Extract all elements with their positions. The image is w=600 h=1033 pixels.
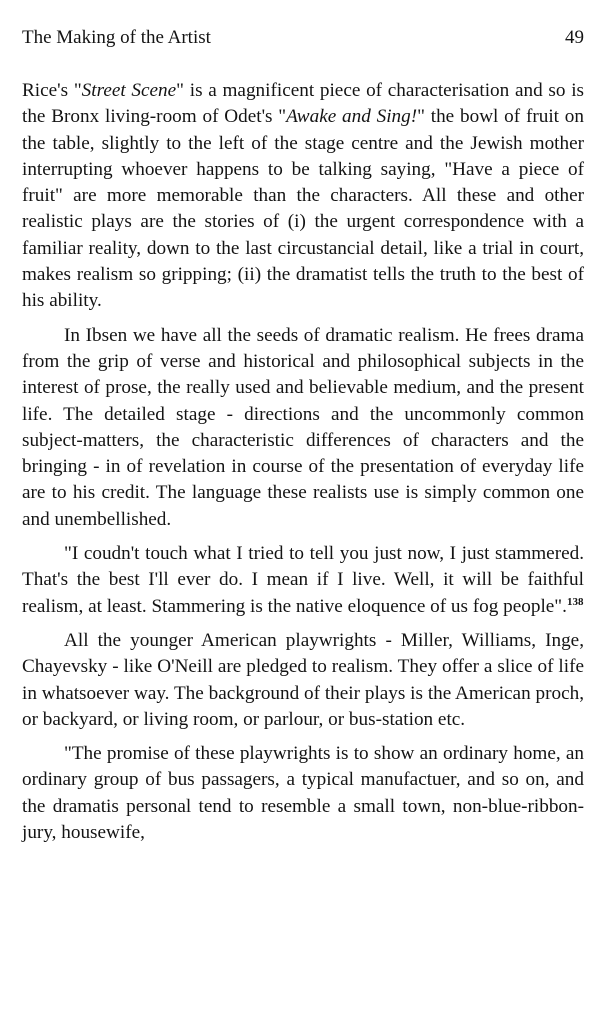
running-title: The Making of the Artist [22, 27, 211, 48]
paragraph-3-quote [22, 541, 584, 620]
paragraph-2: In Ibsen we have all the seeds of dramatic realism. He frees drama from the grip of verse and historical and philosophical subjects in the interest of prose, the really used and believable medium, and the present life. The detailed stage - directions and the uncommonly common subject-matters, the characteristic differences of characters and the bringing - in of revelation in course of the presentation of everyday life are to his credit. The language these realists use is simply common one and unembellished. [22, 324, 584, 530]
running-header [22, 26, 584, 50]
book-page [22, 26, 584, 846]
body-text [22, 78, 584, 846]
quote-text: "I coudn't touch what I tried to tell you just now, I just stammered. That's the best I'll ever do. I mean if I live. Well, it will be faithful realism, at least. Stammering is the native eloquence of us fog people". [22, 543, 584, 617]
paragraph-4: All the younger American playwrights - Miller, Williams, Inge, Chayevsky - like O'Neill are pledged to realism. They offer a slice of life in whatsoever way. The background of their plays is the American proch, or backyard, or living room, or parlour, or bus-station etc. [22, 629, 584, 730]
paragraph-1-text-a: Rice's " [22, 80, 82, 101]
page-number: 49 [565, 27, 584, 48]
paragraph-1-text-e: " the bowl of fruit on the table, slightly to the left of the stage centre and the Jewish mother interrupting whoever happens to be talking saying, "Have a piece of fruit" are more memorable than the characters. All these and other realistic plays are the stories of (i) the urgent correspondence with a familiar reality, down to the last circustancial detail, like a trial in court, makes realism so gripping; (ii) the dramatist tells the truth to the best of his ability. [22, 106, 584, 312]
play-title-street-scene: Street Scene [81, 80, 177, 101]
paragraph-1 [22, 78, 584, 315]
paragraph-1-text-c: " is a magnificent piece of characterisation and so is the Bronx living-room of Odet's " [22, 80, 584, 128]
paragraph-5: "The promise of these playwrights is to show an ordinary home, an ordinary group of bus passagers, a typical manufactuer, and so on, and the dramatis personal tend to resemble a small town, non-blue-ribbon-jury, housewife, [22, 743, 584, 844]
footnote-marker: 138 [566, 595, 584, 608]
play-title-awake-and-sing: Awake and Sing! [286, 106, 418, 128]
